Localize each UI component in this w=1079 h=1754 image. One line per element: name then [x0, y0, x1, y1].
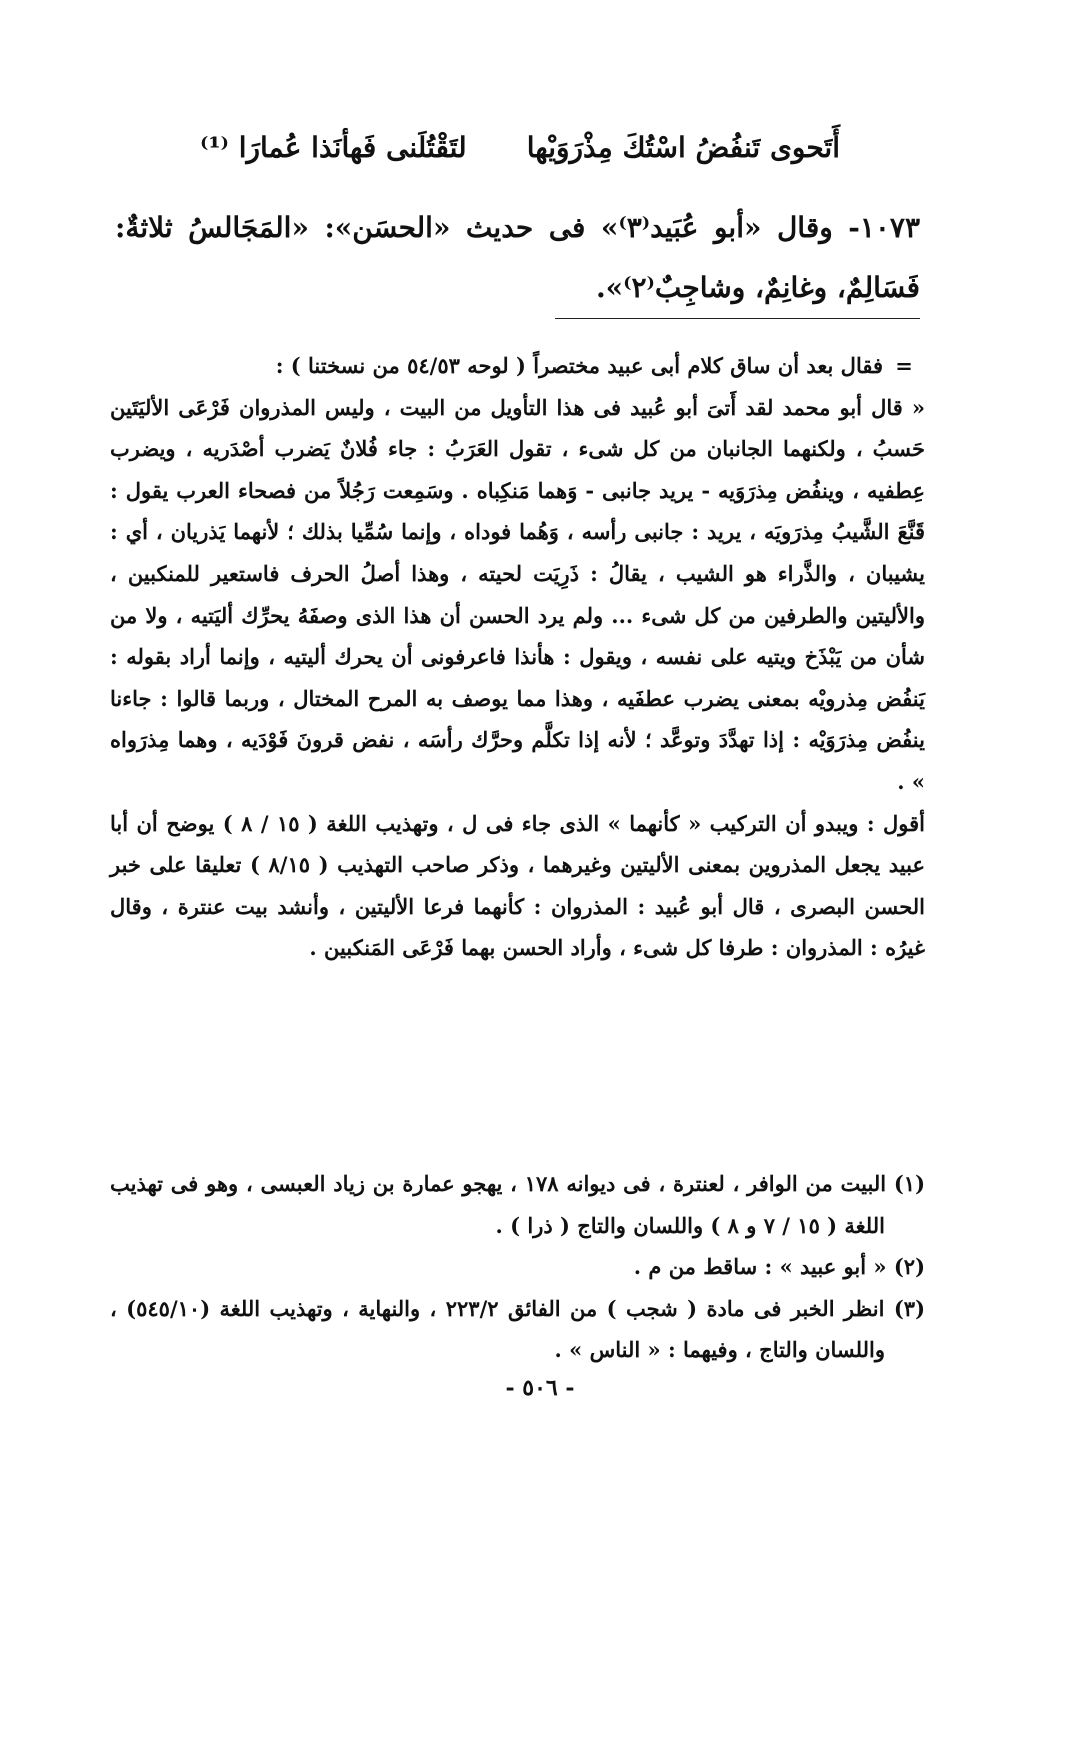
- poetry-verse: [200, 128, 840, 168]
- note-paragraph-3: أقول : ويبدو أن التركيب « كأنهما » الذى جاء فى ل ، وتهذيب اللغة ( ١٥ / ٨ ) يوضح أن أبا عبيد يجعل المذروين بمعنى الأليتين وغيرهما ، وذكر صاحب التهذيب ( ٨/١٥ ) تعليقا على خبر الحسن البصرى ، قال أبو عُبيد : المذروان : كأنهما فرعا الأليتين ، وأنشد بيت عنترة ، وقال غيرُه : المذروان : طرفا كل شىء ، وأراد الحسن بهما فَرْعَى المَنكبين .: [110, 810, 926, 961]
- footnote-separator-line: [555, 318, 920, 319]
- continuation-marker: =: [895, 353, 913, 378]
- footnote-1: (١) البيت من الوافر ، لعنترة ، فى ديوانه ١٧٨ ، يهجو عمارة بن زياد العبسى ، وهو فى تهذيب اللغة ( ١٥ / ٧ و ٨ ) واللسان والتاج ( ذرا ) .: [110, 1171, 925, 1238]
- footnotes: [110, 1163, 925, 1371]
- note-paragraph-1-text: فقال بعد أن ساق كلام أبى عبيد مختصراً ( لوحه ٥٤/٥٣ من نسختنا ) :: [275, 353, 883, 378]
- page-number: - ٥٠٦ -: [505, 1375, 575, 1401]
- continued-footnote-block: [110, 345, 925, 969]
- footnote-2: (٢) « أبو عبيد » : ساقط من م .: [633, 1254, 925, 1280]
- footnote-3: (٣) انظر الخبر فى مادة ( شجب ) من الفائق ٢٢٣/٢ ، والنهاية ، وتهذيب اللغة (٥٤٥/١٠) ، واللسان والتاج ، وفيهما : « الناس » .: [110, 1295, 925, 1363]
- verse-second-hemistich: لتَقْتُلَنى فَهأنَذا عُمارَا ⁽¹⁾: [200, 131, 467, 164]
- hadith-entry-1073: ١٠٧٣- وقال «أبو عُبَيد⁽٣⁾» فى حديث «الحسَن»: «المَجَالسُ ثلاثةٌ: فَسَالِمٌ، وغانِمٌ، وشاجِبٌ⁽٢⁾».: [115, 211, 920, 304]
- note-paragraph-1: [110, 345, 925, 387]
- verse-first-hemistich: أَتَحوى تَنفُضُ اسْتُكَ مِذْرَوَيْها: [526, 131, 840, 164]
- note-paragraph-2: « قال أبو محمد لقد أَتىَ أبو عُبيد فى هذا التأويل من البيت ، وليس المذروان فَرْعَى الأليَتَين حَسبُ ، ولكنهما الجانبان من كل شىء ، تقول العَرَبُ : جاء فُلانٌ يَضرب أصْدَريه ، ويضرب عِطفيه ، وينفُض مِذرَوَيه - يريد جانبى - وَهما مَنكِباه . وسَمِعت رَجُلاً من فصحاء العرب يقول : قَنَّعَ الشَّيبُ مِذرَويَه ، يريد : جانبى رأسه ، وَهُما فوداه ، وإنما سُمِّيا بذلك ؛ لأنهما يَذريان ، أي : يشيبان ، والذَّراء هو الشيب ، يقالُ : ذَرِيَت لحيته ، وهذا أصلُ الحرف فاستعير للمنكبين ، والأليتين والطرفين من كل شىء ... ولم يرد الحسن أن هذا الذى وصفَهُ يحرِّك أليَتيه ، ولا من شأن من يَبْذَخ ويتيه على نفسه ، ويقول : هأنذا فاعرفونى أن يحرك أليتيه ، وإنما أراد بقوله : يَنفُض مِذرويْه بمعنى يضرب عطفَيه ، وهذا مما يوصف به المرح المختال ، وربما قالوا : جاءنا ينفُض مِذرَوَيْه : إذا تهدَّدَ وتوعَّد ؛ لأنه إذا تكلَّم وحرَّك رأسَه ، نفض قرونَ فَوْدَيه ، وهما مِذرَواه » .: [110, 394, 925, 794]
